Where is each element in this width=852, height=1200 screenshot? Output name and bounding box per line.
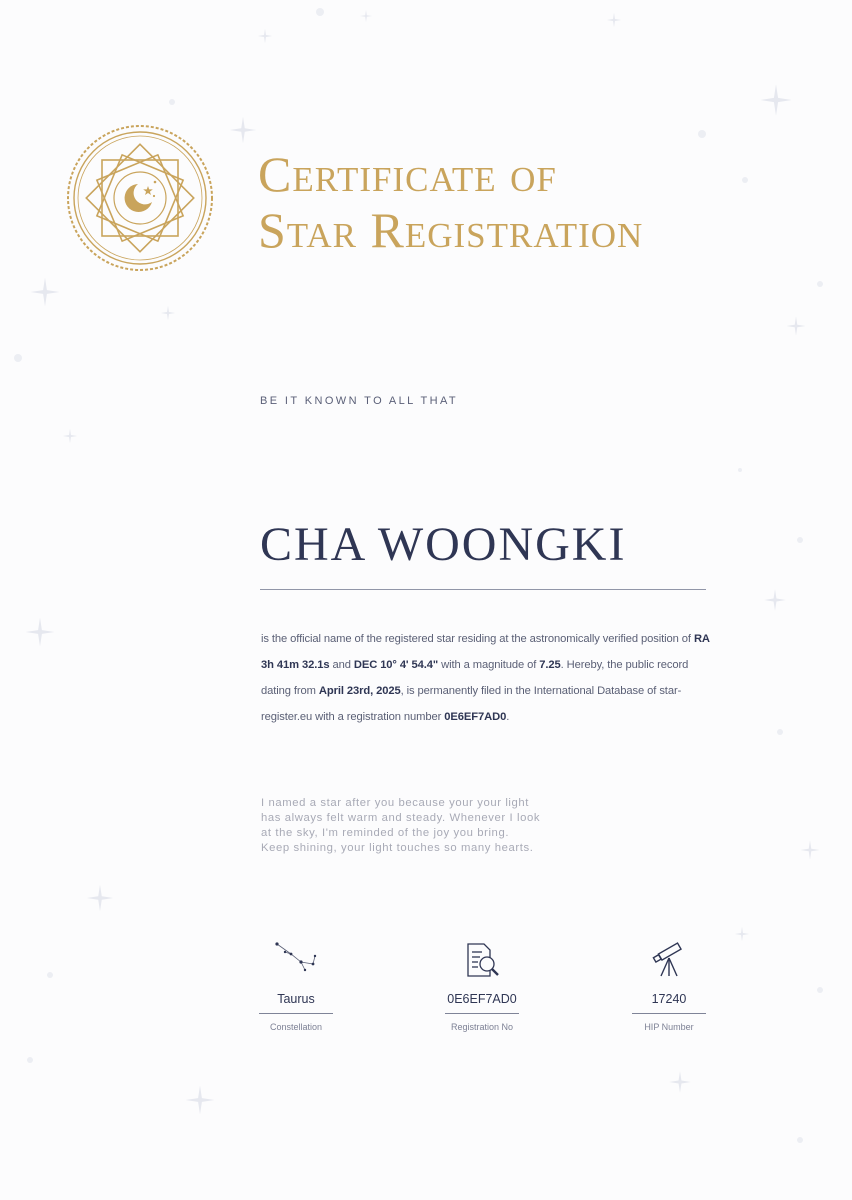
name-underline xyxy=(260,589,706,590)
hip-number-value: 17240 xyxy=(651,992,687,1006)
statement-text: . Hereby, the public record dating from xyxy=(261,659,689,697)
detail-registration-no xyxy=(445,940,519,1032)
registration-date: April 23rd, 2025 xyxy=(318,685,401,697)
intro-text: BE IT KNOWN TO ALL THAT xyxy=(260,395,459,407)
registration-no-label: Registration No xyxy=(450,1022,514,1032)
detail-rule xyxy=(445,1013,519,1014)
statement-text: . xyxy=(506,711,510,723)
detail-constellation xyxy=(259,940,333,1032)
registration-no-value: 0E6EF7AD0 xyxy=(447,992,517,1006)
statement-text: and xyxy=(329,659,354,671)
right-ascension: RA 3h 41m 32.1s xyxy=(261,633,710,671)
constellation-label: Constellation xyxy=(269,1022,323,1032)
seal-emblem xyxy=(65,123,215,273)
dedication-message: I named a star after you because your your light has always felt warm and steady. Whenever I look at the sky, I'm reminded of the joy you bring. Keep shining, your light touches so many hearts. xyxy=(261,797,541,854)
telescope-icon xyxy=(649,940,689,980)
magnitude: 7.25 xyxy=(539,659,561,671)
document-search-icon xyxy=(462,940,502,980)
statement-text: with a magnitude of xyxy=(438,659,540,671)
constellation-icon xyxy=(271,940,321,980)
registration-number: 0E6EF7AD0 xyxy=(444,711,507,723)
recipient-name: CHA WOONGKI xyxy=(260,518,627,571)
detail-rule xyxy=(632,1013,706,1014)
registration-statement xyxy=(261,626,711,730)
statement-text: , is permanently filed in the International Database of star-register.eu with a registration number xyxy=(261,685,682,723)
title-line-1: Certificate of xyxy=(258,146,557,202)
constellation-value: Taurus xyxy=(277,992,315,1006)
statement-text: is the official name of the registered star residing at the astronomically verified position of xyxy=(261,633,694,645)
detail-hip-number xyxy=(632,940,706,1032)
certificate-title xyxy=(258,146,728,258)
hip-number-label: HIP Number xyxy=(644,1022,694,1032)
detail-rule xyxy=(259,1013,333,1014)
title-line-2: Star Registration xyxy=(258,202,644,258)
declination: DEC 10° 4' 54.4" xyxy=(353,659,439,671)
